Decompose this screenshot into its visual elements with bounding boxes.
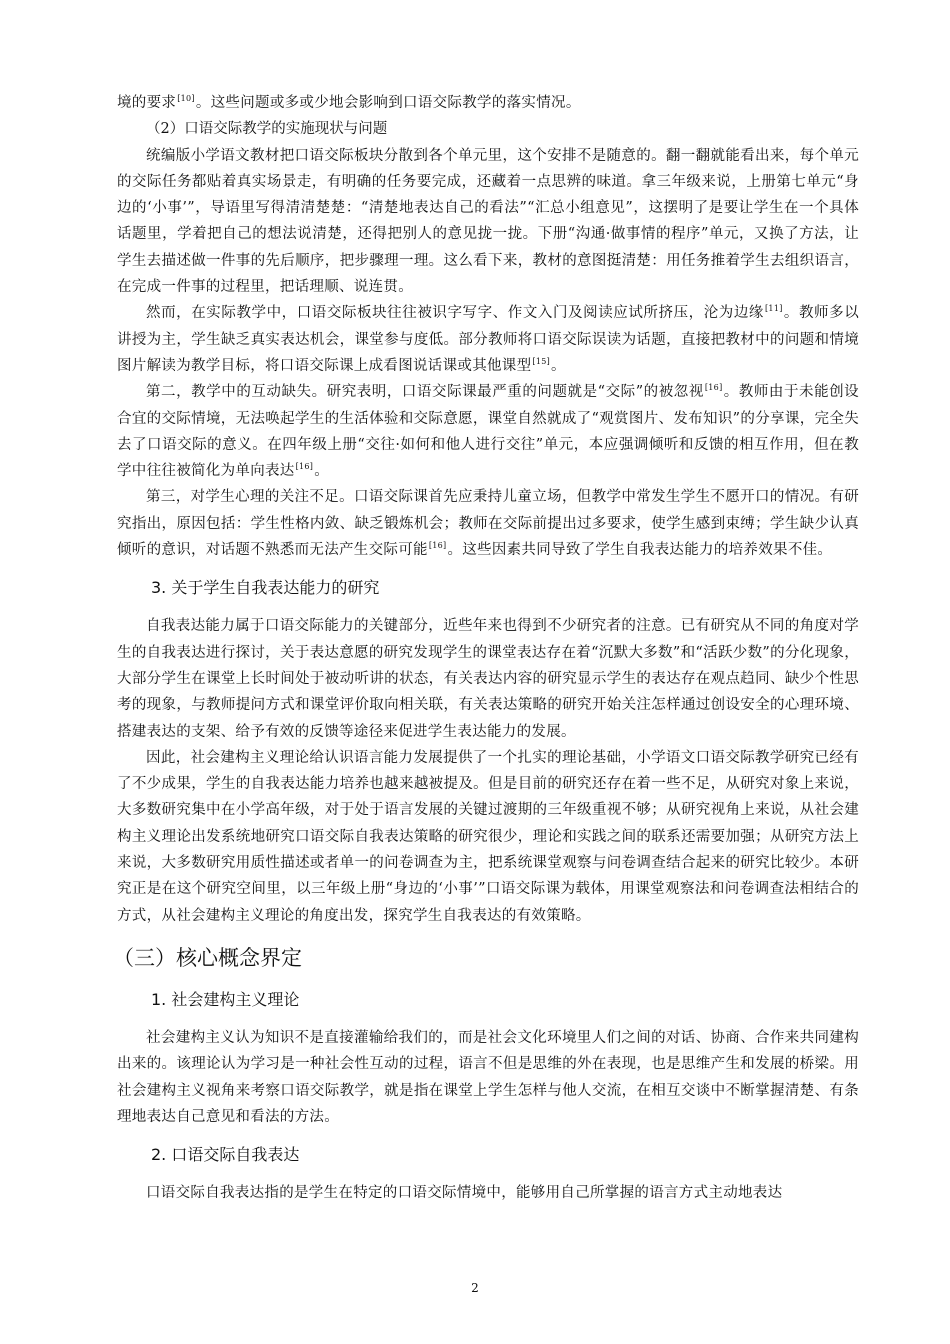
paragraph-social-constructivism: 社会建构主义认为知识不是直接灌输给我们的，而是社会文化环境里人们之间的对话、协商、合作来共同建构出来的。该理论认为学习是一种社会性互动的过程，语言不但是思维的外在表现，也是思维产生和发展的桥梁。用社会建构主义视角来考察口语交际教学，就是指在课堂上学生怎样与他人交流，在相互交谈中不断掌握清楚、有条理地表达自己意见和看法的方法。 xyxy=(117,1029,859,1125)
page-number: 2 xyxy=(471,1281,479,1295)
text-run: 境的要求 xyxy=(117,95,177,111)
paragraph-psychology xyxy=(117,484,859,563)
text-run: 。教师多以讲授为主，学生缺乏真实表达机会，课堂参与度低。部分教师将口语交际误读为话题，直接把教材中的问题和情境图片解读为教学目标，将口语交际课上成看图说话课或其他课型 xyxy=(117,305,860,374)
text-run: 。这些问题或多或少地会影响到口语交际教学的落实情况。 xyxy=(195,95,581,111)
citation-ref: [10] xyxy=(177,94,195,103)
citation-ref: [16] xyxy=(295,462,314,472)
section-heading-social-constructivism: 1. 社会建构主义理论 xyxy=(151,989,300,1009)
paragraph-research-gap: 因此，社会建构主义理论给认识语言能力发展提供了一个扎实的理论基础，小学语文口语交际教学研究已经有了不少成果，学生的自我表达能力培养也越来越被提及。但是目前的研究还存在着一些不足，从研究对象上来说，大多数研究集中在小学高年级，对于处于语言发展的关键过渡期的三年级重视不够；从研究视角上来说，从社会建构主义理论出发系统地研究口语交际自我表达策略的研究很少，理论和实践之间的联系还需要加强；从研究方法上来说，大多数研究用质性描述或者单一的问卷调查为主，把系统课堂观察与问卷调查结合起来的研究比较少。本研究正是在这个研究空间里，以三年级上册“身边的‘小事’”口语交际课为载体，用课堂观察法和问卷调查法相结合的方式，从社会建构主义理论的角度出发，探究学生自我表达的有效策略。 xyxy=(117,749,859,924)
chapter-heading-core-concepts: （三）核心概念界定 xyxy=(113,945,302,970)
paragraph-textbook-design: 统编版小学语文教材把口语交际板块分散到各个单元里，这个安排不是随意的。翻一翻就能看出来，每个单元的交际任务都贴着真实场景走，有明确的任务要完成，还藏着一点思辨的味道。拿三年级来说，上册第七单元“身边的‘小事’”，导语里写得清清楚楚：“清楚地表达自己的看法”“汇总小组意见”，这摆明了是要让学生在一个具体话题里，学着把自己的想法说清楚，还得把别人的意见拢一拢。下册“沟通·做事情的程序”单元，又换了方法，让学生去描述做一件事的先后顺序，把步骤理一理。这么看下来，教材的意图挺清楚：用任务推着学生去组织语言，在完成一件事的过程里，把话理顺、说连贯。 xyxy=(117,147,859,296)
text-run: 第三，对学生心理的关注不足。口语交际课首先应秉持儿童立场，但教学中常发生学生不愿开口的情况。有研究指出，原因包括：学生性格内敛、缺乏锻炼机会；教师在交际前提出过多要求，使学生感到束缚；学生缺少认真倾听的意识，对话题不熟悉而无法产生交际可能 xyxy=(117,489,859,559)
citation-ref: [16] xyxy=(428,541,447,551)
text-run: 。 xyxy=(551,357,566,374)
paragraph-self-expression: 自我表达能力属于口语交际能力的关键部分，近些年来也得到不少研究者的注意。已有研究从不同的角度对学生的自我表达进行探讨，关于表达意愿的研究发现学生的课堂表达存在着“沉默大多数”和“活跃少数”的分化现象，大部分学生在课堂上长时间处于被动听讲的状态，有关表达内容的研究显示学生的表达存在观点趋同、缺少个性思考的现象，与教师提问方式和课堂评价取向相关联，有关表达策略的研究开始关注怎样通过创设安全的心理环境、搭建表达的支架、给予有效的反馈等途径来促进学生表达能力的发展。 xyxy=(117,618,859,740)
citation-ref: [16] xyxy=(704,383,723,393)
page-content xyxy=(113,90,860,1206)
section-heading-oral-expression: 2. 口语交际自我表达 xyxy=(151,1145,300,1165)
paragraph-interaction-missing xyxy=(117,379,859,484)
text-run: 。 xyxy=(314,463,330,480)
citation-ref: [15] xyxy=(532,356,551,366)
text-run: 。这些因素共同导致了学生自我表达能力的培养效果不佳。 xyxy=(447,542,833,559)
sub-heading: （2）口语交际教学的实施现状与问题 xyxy=(146,121,388,138)
paragraph-teaching-status xyxy=(117,300,859,379)
text-run: 。教师由于未能创设合宜的交际情境，无法唤起学生的生活体验和交际意愿，课堂自然就成了“观赏图片、发布知识”的分享课，完全失去了口语交际的意义。在四年级上册“交往·如何和他人进行交往”单元，本应强调倾听和反馈的相互作用，但在教学中往往被简化为单向表达 xyxy=(117,384,859,480)
section-heading-self-expression-research: 3. 关于学生自我表达能力的研究 xyxy=(151,578,380,598)
text-run: 然而，在实际教学中，口语交际板块往往被识字写字、作文入门及阅读应试所挤压，沦为边缘 xyxy=(146,305,765,322)
paragraph-continued xyxy=(117,90,859,116)
paragraph-oral-expression: 口语交际自我表达指的是学生在特定的口语交际情境中，能够用自己所掌握的语言方式主动地表达 xyxy=(146,1185,783,1202)
text-run: 第二，教学中的互动缺失。研究表明，口语交际课最严重的问题就是“交际”的被忽视 xyxy=(146,384,704,401)
citation-ref: [11] xyxy=(765,304,783,314)
